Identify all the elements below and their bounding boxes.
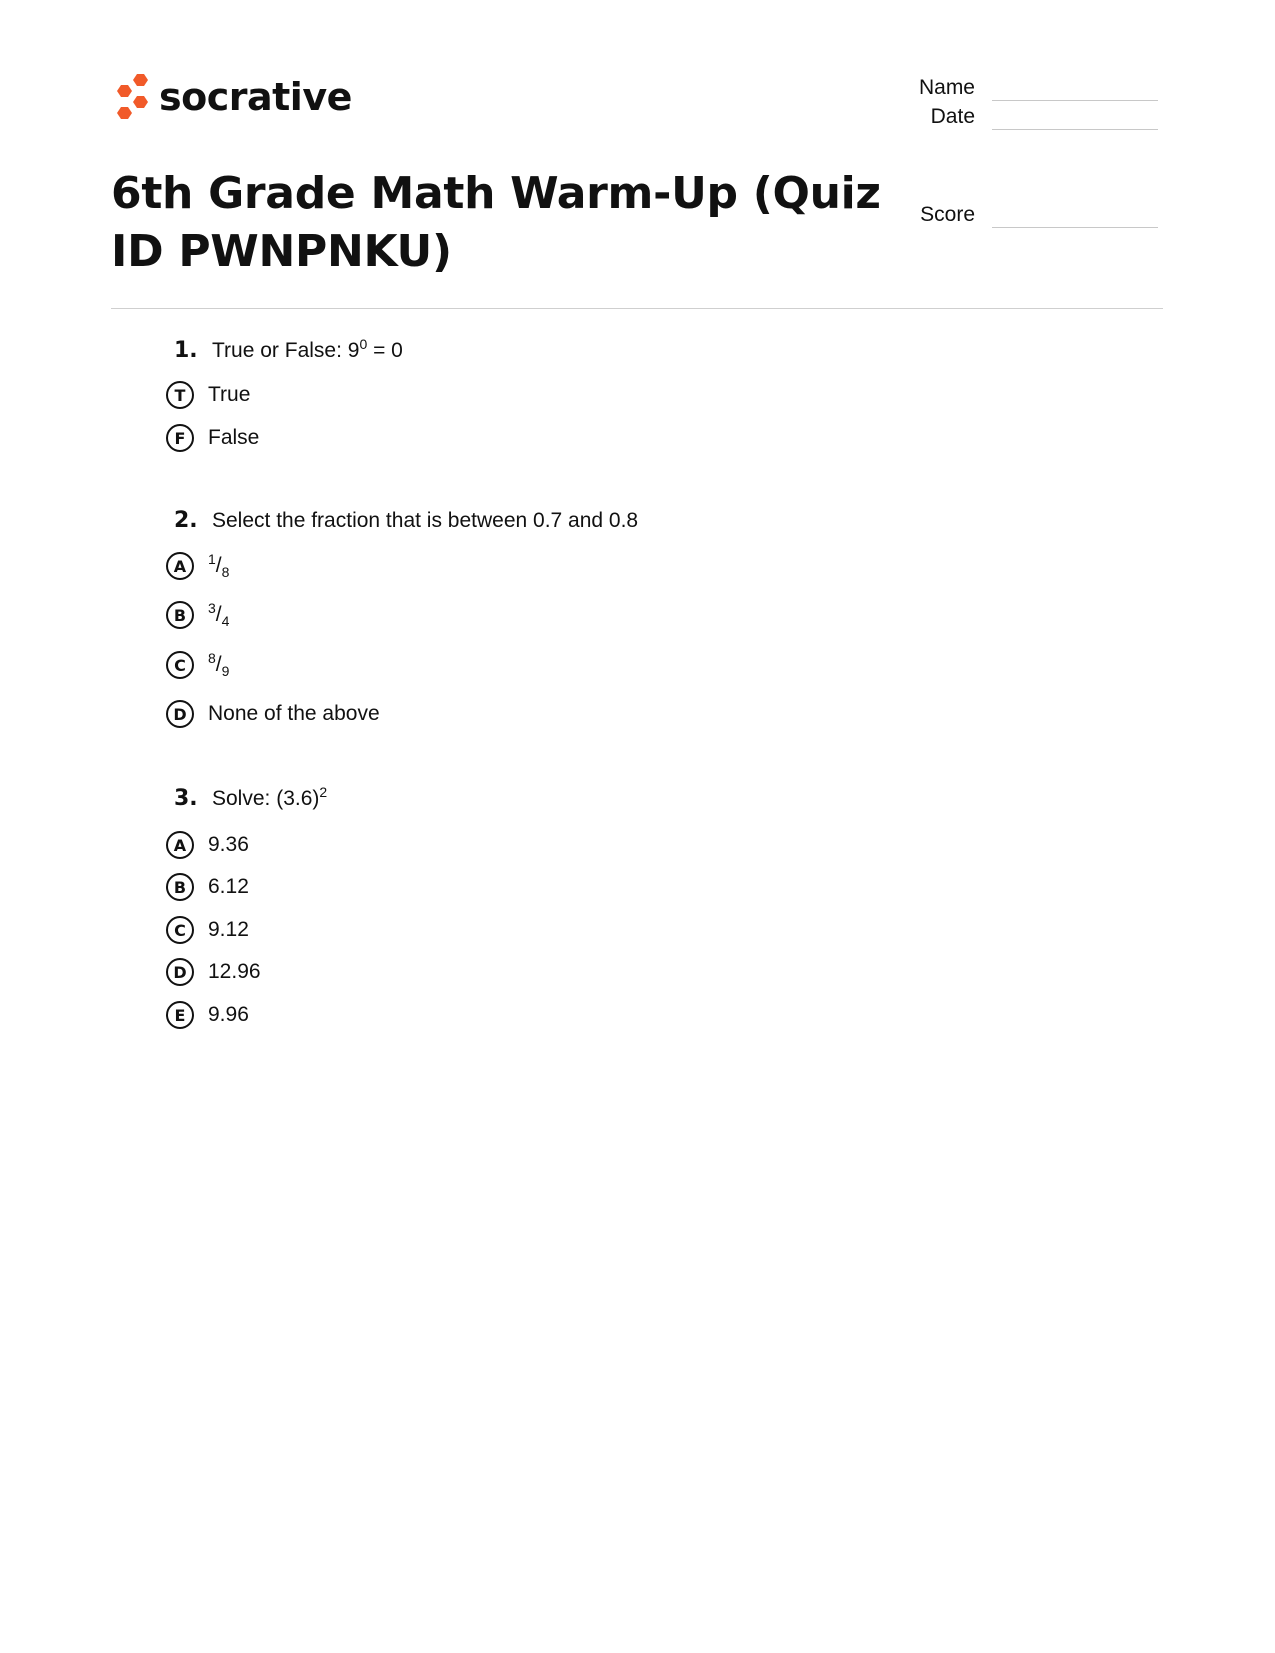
answer-text: 9.96 (208, 1003, 249, 1026)
answer-fraction: $^3/_4$ (208, 600, 230, 630)
answer-bubble[interactable]: C (166, 651, 194, 679)
socrative-logo (111, 72, 352, 122)
name-line[interactable] (992, 100, 1158, 101)
answer-option[interactable] (166, 597, 229, 633)
answer-bubble[interactable]: E (166, 1001, 194, 1029)
answer-text: 9.36 (208, 833, 249, 856)
date-line[interactable] (992, 129, 1158, 130)
question-text: Solve: $(3.6)^2$ (212, 784, 328, 810)
answer-bubble[interactable]: D (166, 700, 194, 728)
question-number: 2. (174, 508, 198, 533)
answer-option[interactable] (166, 420, 259, 456)
brand-name: socrative (159, 75, 352, 119)
answer-text: False (208, 426, 260, 449)
answer-bubble[interactable]: F (166, 424, 194, 452)
answer-option[interactable] (166, 696, 380, 732)
hexagon-cluster-icon (111, 72, 151, 122)
answer-bubble[interactable]: C (166, 916, 194, 944)
question-number: 3. (174, 786, 198, 811)
answer-option[interactable] (166, 377, 250, 413)
score-field[interactable] (860, 203, 1160, 227)
answer-option[interactable] (166, 548, 229, 584)
answer-option[interactable] (166, 647, 229, 683)
date-label: Date (930, 105, 975, 128)
page-title: 6th Grade Math Warm-Up (Quiz ID PWNPNKU) (111, 168, 881, 277)
question-number: 1. (174, 338, 198, 363)
question-text: Select the fraction that is between 0.7 and 0.8 (212, 509, 639, 532)
answer-text: 9.12 (208, 918, 249, 941)
date-field[interactable] (860, 105, 1160, 129)
answer-bubble[interactable]: B (166, 873, 194, 901)
answer-fraction: $^8/_9$ (208, 650, 230, 680)
question-text: True or False: $9^0 = 0$ (212, 336, 403, 362)
answer-text: 12.96 (208, 960, 261, 983)
question-1 (166, 338, 403, 378)
answer-option[interactable] (166, 827, 249, 863)
name-field[interactable] (860, 76, 1160, 100)
answer-option[interactable] (166, 912, 249, 948)
answer-option[interactable] (166, 954, 261, 990)
answer-bubble[interactable]: A (166, 552, 194, 580)
header-divider (111, 308, 1163, 309)
answer-text: True (208, 383, 251, 406)
score-label: Score (920, 203, 975, 226)
name-label: Name (918, 76, 975, 99)
answer-text: 6.12 (208, 875, 249, 898)
answer-bubble[interactable]: B (166, 601, 194, 629)
question-2 (166, 508, 638, 548)
answer-option[interactable] (166, 997, 249, 1033)
answer-bubble[interactable]: D (166, 958, 194, 986)
question-3 (166, 786, 327, 826)
answer-fraction: $^1/_8$ (208, 551, 230, 581)
answer-option[interactable] (166, 869, 249, 905)
answer-text: None of the above (208, 702, 380, 725)
answer-bubble[interactable]: A (166, 831, 194, 859)
answer-bubble[interactable]: T (166, 381, 194, 409)
score-line[interactable] (992, 227, 1158, 228)
